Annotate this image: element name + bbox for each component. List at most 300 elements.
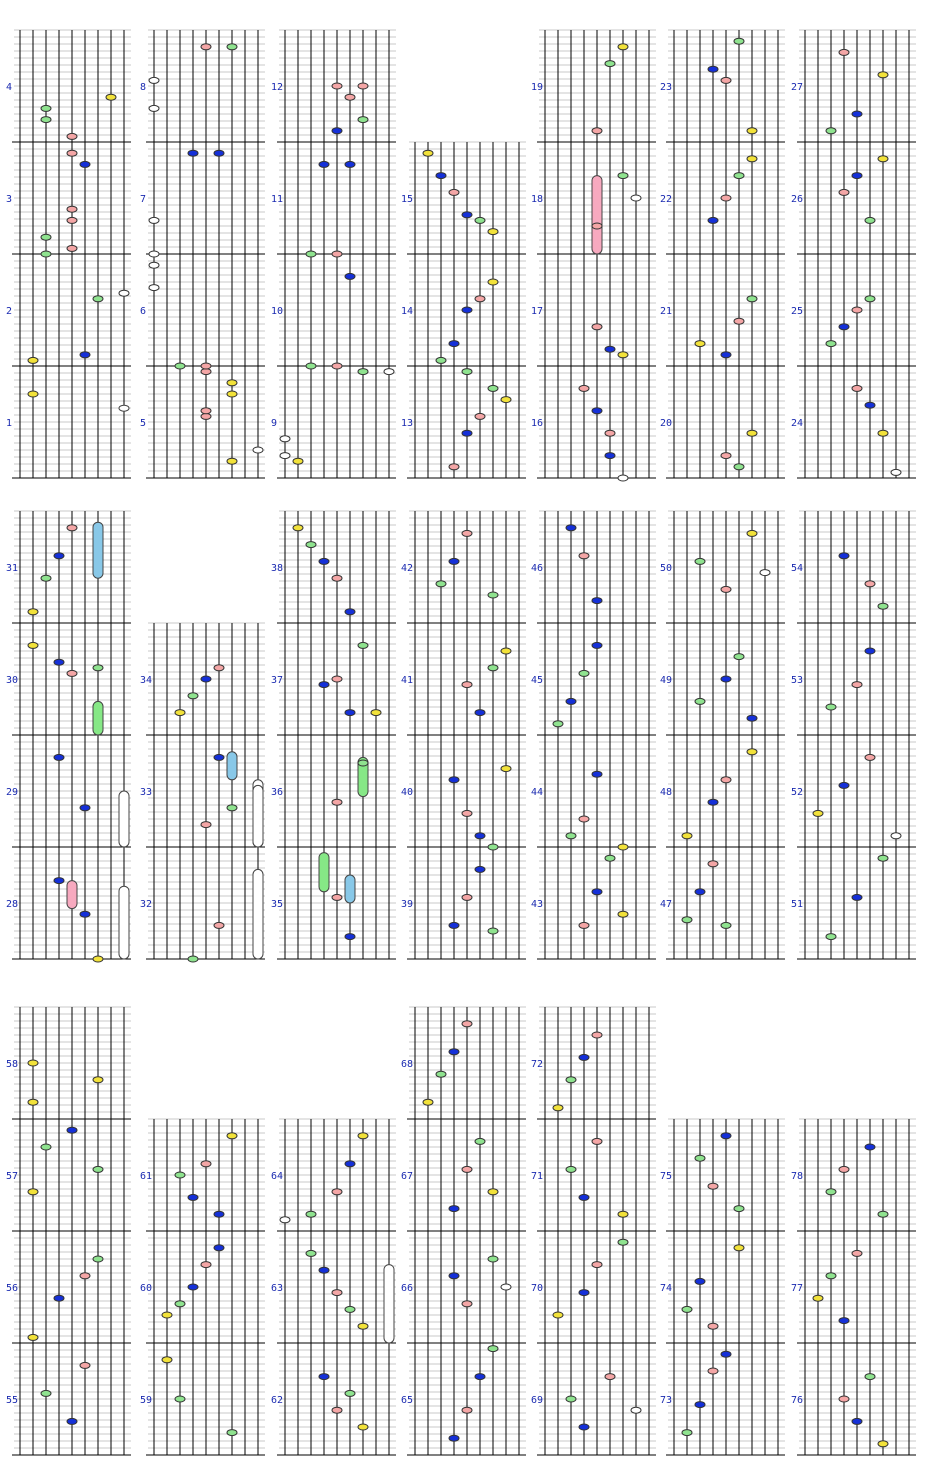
column-r3c1	[12, 1007, 131, 1455]
measure-number: 3	[6, 194, 13, 205]
measure-number: 52	[791, 787, 804, 798]
note-pink	[462, 530, 472, 536]
measure-number: 49	[660, 675, 673, 686]
note-green	[462, 369, 472, 375]
measure-number: 68	[401, 1059, 414, 1070]
column-r1c7	[797, 30, 916, 478]
measure-number: 64	[271, 1171, 284, 1182]
note-blue	[839, 324, 849, 330]
note-blue	[566, 698, 576, 704]
note-white	[631, 195, 641, 201]
note-yellow	[175, 710, 185, 716]
note-blue	[475, 710, 485, 716]
note-white	[253, 447, 263, 453]
note-green	[227, 805, 237, 811]
measure-number: 67	[401, 1171, 414, 1182]
note-white	[149, 262, 159, 268]
note-yellow	[93, 956, 103, 962]
note-pink	[67, 206, 77, 212]
note-pink	[462, 810, 472, 816]
note-green	[695, 698, 705, 704]
note-pink	[721, 777, 731, 783]
note-white	[891, 833, 901, 839]
note-green	[41, 1390, 51, 1396]
note-blue	[592, 771, 602, 777]
note-pink	[332, 1290, 342, 1296]
note-white	[149, 251, 159, 257]
note-white	[618, 475, 628, 481]
note-blue	[345, 1161, 355, 1167]
note-yellow	[618, 1211, 628, 1217]
note-green	[488, 1346, 498, 1352]
note-blue	[839, 553, 849, 559]
note-green	[358, 369, 368, 375]
note-green	[306, 363, 316, 369]
note-green	[41, 117, 51, 123]
note-pink	[721, 586, 731, 592]
note-green	[93, 665, 103, 671]
note-blue	[721, 1351, 731, 1357]
measure-number: 26	[791, 194, 804, 205]
note-yellow	[878, 156, 888, 162]
measure-number: 12	[271, 82, 284, 93]
note-yellow	[747, 156, 757, 162]
note-green	[488, 592, 498, 598]
note-blue	[462, 430, 472, 436]
note-blue	[214, 1245, 224, 1251]
hold-note	[67, 881, 77, 909]
note-green	[358, 642, 368, 648]
note-pink	[475, 413, 485, 419]
note-green	[436, 581, 446, 587]
note-pink	[67, 150, 77, 156]
note-green	[826, 1189, 836, 1195]
note-blue	[695, 889, 705, 895]
note-blue	[201, 676, 211, 682]
note-green	[93, 1166, 103, 1172]
note-green	[618, 173, 628, 179]
note-yellow	[358, 1133, 368, 1139]
measure-number: 50	[660, 563, 673, 574]
note-green	[566, 833, 576, 839]
note-yellow	[423, 1099, 433, 1105]
note-green	[695, 1155, 705, 1161]
note-green	[682, 1306, 692, 1312]
note-blue	[345, 609, 355, 615]
measure-number: 55	[6, 1395, 19, 1406]
note-yellow	[878, 1441, 888, 1447]
note-pink	[332, 83, 342, 89]
note-blue	[449, 1206, 459, 1212]
note-pink	[592, 324, 602, 330]
note-green	[865, 217, 875, 223]
note-green	[682, 1430, 692, 1436]
note-yellow	[28, 642, 38, 648]
measure-number: 33	[140, 787, 153, 798]
note-pink	[201, 363, 211, 369]
measure-number: 47	[660, 899, 673, 910]
measure-number: 54	[791, 563, 804, 574]
note-blue	[839, 1318, 849, 1324]
note-green	[566, 1077, 576, 1083]
note-green	[188, 956, 198, 962]
note-green	[488, 844, 498, 850]
measure-number: 45	[531, 675, 544, 686]
note-pink	[462, 894, 472, 900]
note-blue	[579, 1054, 589, 1060]
note-blue	[345, 273, 355, 279]
measure-number: 36	[271, 787, 284, 798]
measure-number: 1	[6, 418, 13, 429]
note-pink	[214, 665, 224, 671]
note-blue	[592, 408, 602, 414]
measure-number: 63	[271, 1283, 284, 1294]
note-pink	[605, 1374, 615, 1380]
hold-note	[253, 785, 263, 847]
hold-note	[227, 752, 237, 780]
note-pink	[579, 816, 589, 822]
note-yellow	[878, 430, 888, 436]
note-blue	[592, 598, 602, 604]
measure-number: 66	[401, 1283, 414, 1294]
measure-number: 56	[6, 1283, 19, 1294]
note-blue	[345, 161, 355, 167]
note-pink	[67, 133, 77, 139]
measure-number: 4	[6, 82, 13, 93]
measure-number: 39	[401, 899, 414, 910]
hold-note	[319, 853, 329, 892]
measure-number: 11	[271, 194, 284, 205]
hold-note	[345, 875, 355, 903]
note-blue	[214, 150, 224, 156]
note-pink	[462, 1166, 472, 1172]
note-yellow	[813, 1295, 823, 1301]
measure-number: 25	[791, 306, 804, 317]
measure-number: 77	[791, 1283, 804, 1294]
note-blue	[319, 558, 329, 564]
note-yellow	[227, 1133, 237, 1139]
measure-number: 57	[6, 1171, 19, 1182]
note-pink	[462, 682, 472, 688]
note-white	[149, 285, 159, 291]
measure-number: 40	[401, 787, 414, 798]
measure-number: 17	[531, 306, 544, 317]
note-blue	[449, 558, 459, 564]
note-pink	[592, 1262, 602, 1268]
measure-number: 41	[401, 675, 414, 686]
note-green	[475, 217, 485, 223]
measure-number: 37	[271, 675, 284, 686]
note-yellow	[162, 1357, 172, 1363]
note-yellow	[488, 1189, 498, 1195]
note-yellow	[106, 94, 116, 100]
note-blue	[54, 754, 64, 760]
note-yellow	[358, 1323, 368, 1329]
note-blue	[579, 1194, 589, 1200]
note-blue	[852, 111, 862, 117]
note-pink	[865, 754, 875, 760]
note-white	[760, 570, 770, 576]
note-green	[826, 704, 836, 710]
note-green	[734, 38, 744, 44]
note-blue	[475, 833, 485, 839]
note-blue	[319, 161, 329, 167]
column-r3c3	[277, 1119, 396, 1455]
note-blue	[54, 1295, 64, 1301]
note-green	[345, 1390, 355, 1396]
note-green	[436, 357, 446, 363]
note-blue	[462, 212, 472, 218]
note-green	[878, 1211, 888, 1217]
column-r3c4	[407, 1007, 526, 1455]
measure-number: 28	[6, 899, 19, 910]
column-r2c6	[666, 511, 785, 959]
note-blue	[449, 1273, 459, 1279]
note-blue	[865, 402, 875, 408]
note-white	[149, 217, 159, 223]
note-blue	[475, 866, 485, 872]
note-green	[734, 1206, 744, 1212]
note-blue	[449, 1049, 459, 1055]
note-green	[345, 1306, 355, 1312]
note-green	[579, 670, 589, 676]
note-pink	[80, 1362, 90, 1368]
note-pink	[852, 1250, 862, 1256]
note-blue	[80, 911, 90, 917]
hold-note	[119, 791, 129, 847]
measure-number: 21	[660, 306, 673, 317]
note-yellow	[734, 1245, 744, 1251]
note-green	[488, 665, 498, 671]
measure-number: 42	[401, 563, 414, 574]
measure-number: 30	[6, 675, 19, 686]
measure-number: 31	[6, 563, 19, 574]
measure-number: 73	[660, 1395, 673, 1406]
note-yellow	[488, 279, 498, 285]
note-green	[41, 575, 51, 581]
note-green	[227, 44, 237, 50]
note-pink	[839, 49, 849, 55]
note-green	[865, 1374, 875, 1380]
note-green	[175, 1301, 185, 1307]
note-yellow	[553, 1312, 563, 1318]
measure-number: 24	[791, 418, 804, 429]
note-green	[826, 128, 836, 134]
note-pink	[449, 189, 459, 195]
measure-number: 58	[6, 1059, 19, 1070]
note-blue	[67, 1127, 77, 1133]
note-blue	[319, 682, 329, 688]
note-blue	[319, 1374, 329, 1380]
measure-number: 61	[140, 1171, 153, 1182]
note-yellow	[501, 397, 511, 403]
measure-number: 22	[660, 194, 673, 205]
note-green	[734, 464, 744, 470]
note-blue	[214, 1211, 224, 1217]
note-white	[384, 369, 394, 375]
note-pink	[865, 581, 875, 587]
note-pink	[80, 1273, 90, 1279]
column-r2c7	[797, 511, 916, 959]
note-green	[878, 603, 888, 609]
measure-number: 60	[140, 1283, 153, 1294]
note-pink	[605, 430, 615, 436]
measure-number: 44	[531, 787, 544, 798]
note-pink	[579, 385, 589, 391]
note-green	[734, 654, 744, 660]
measure-number: 62	[271, 1395, 284, 1406]
note-blue	[462, 307, 472, 313]
note-blue	[695, 1402, 705, 1408]
note-green	[41, 234, 51, 240]
note-green	[747, 296, 757, 302]
measure-number: 43	[531, 899, 544, 910]
note-blue	[80, 805, 90, 811]
note-pink	[592, 223, 602, 229]
note-pink	[579, 922, 589, 928]
note-white	[149, 105, 159, 111]
note-yellow	[813, 810, 823, 816]
hold-note	[93, 701, 103, 735]
note-green	[605, 61, 615, 67]
note-pink	[67, 217, 77, 223]
note-pink	[839, 189, 849, 195]
note-yellow	[28, 357, 38, 363]
note-blue	[579, 1424, 589, 1430]
note-blue	[721, 352, 731, 358]
note-pink	[67, 525, 77, 531]
note-pink	[734, 318, 744, 324]
note-pink	[852, 682, 862, 688]
note-green	[566, 1396, 576, 1402]
measure-number: 13	[401, 418, 414, 429]
note-yellow	[747, 530, 757, 536]
note-blue	[188, 150, 198, 156]
column-r2c2	[146, 623, 265, 959]
note-green	[306, 1211, 316, 1217]
note-blue	[332, 128, 342, 134]
note-pink	[214, 922, 224, 928]
note-green	[227, 1430, 237, 1436]
note-pink	[708, 1368, 718, 1374]
note-yellow	[227, 458, 237, 464]
note-blue	[708, 799, 718, 805]
note-blue	[708, 66, 718, 72]
note-blue	[475, 1374, 485, 1380]
note-white	[280, 436, 290, 442]
note-yellow	[501, 766, 511, 772]
note-pink	[358, 83, 368, 89]
note-blue	[54, 553, 64, 559]
note-yellow	[28, 1334, 38, 1340]
note-yellow	[227, 380, 237, 386]
note-yellow	[878, 72, 888, 78]
note-pink	[475, 296, 485, 302]
hold-note	[592, 176, 602, 254]
note-pink	[332, 1407, 342, 1413]
note-pink	[332, 251, 342, 257]
note-pink	[345, 94, 355, 100]
note-blue	[449, 341, 459, 347]
note-green	[566, 1166, 576, 1172]
measure-number: 8	[140, 82, 147, 93]
measure-number: 78	[791, 1171, 804, 1182]
note-yellow	[371, 710, 381, 716]
measure-number: 19	[531, 82, 544, 93]
note-pink	[332, 676, 342, 682]
note-green	[175, 1172, 185, 1178]
note-yellow	[618, 844, 628, 850]
note-blue	[54, 878, 64, 884]
note-yellow	[93, 1077, 103, 1083]
note-blue	[865, 648, 875, 654]
note-white	[631, 1407, 641, 1413]
measure-number: 34	[140, 675, 153, 686]
note-yellow	[747, 749, 757, 755]
note-green	[618, 1239, 628, 1245]
note-blue	[566, 525, 576, 531]
column-r3c6	[666, 1119, 785, 1455]
note-blue	[865, 1144, 875, 1150]
note-blue	[449, 922, 459, 928]
measure-number: 15	[401, 194, 414, 205]
note-blue	[449, 1435, 459, 1441]
measure-number: 35	[271, 899, 284, 910]
note-yellow	[747, 128, 757, 134]
note-pink	[201, 1161, 211, 1167]
measure-number: 76	[791, 1395, 804, 1406]
note-yellow	[28, 391, 38, 397]
note-blue	[592, 642, 602, 648]
note-blue	[721, 1133, 731, 1139]
note-pink	[449, 464, 459, 470]
hold-note	[93, 522, 103, 578]
note-blue	[188, 1194, 198, 1200]
note-blue	[695, 1278, 705, 1284]
note-pink	[201, 408, 211, 414]
note-yellow	[28, 1060, 38, 1066]
note-green	[488, 1256, 498, 1262]
measure-number: 7	[140, 194, 147, 205]
note-yellow	[501, 648, 511, 654]
measure-number: 20	[660, 418, 673, 429]
measure-number: 75	[660, 1171, 673, 1182]
note-green	[306, 1250, 316, 1256]
note-blue	[721, 676, 731, 682]
note-yellow	[293, 525, 303, 531]
note-pink	[839, 1396, 849, 1402]
measure-number: 69	[531, 1395, 544, 1406]
note-blue	[345, 934, 355, 940]
hold-note	[384, 1265, 394, 1343]
measure-number: 32	[140, 899, 153, 910]
note-yellow	[28, 609, 38, 615]
note-pink	[201, 822, 211, 828]
measure-number: 59	[140, 1395, 153, 1406]
note-green	[358, 117, 368, 123]
note-pink	[332, 363, 342, 369]
note-yellow	[618, 44, 628, 50]
measure-number: 16	[531, 418, 544, 429]
note-white	[891, 469, 901, 475]
note-green	[721, 922, 731, 928]
note-yellow	[695, 341, 705, 347]
measure-number: 10	[271, 306, 284, 317]
note-yellow	[682, 833, 692, 839]
note-white	[501, 1284, 511, 1290]
note-blue	[852, 894, 862, 900]
note-green	[488, 928, 498, 934]
